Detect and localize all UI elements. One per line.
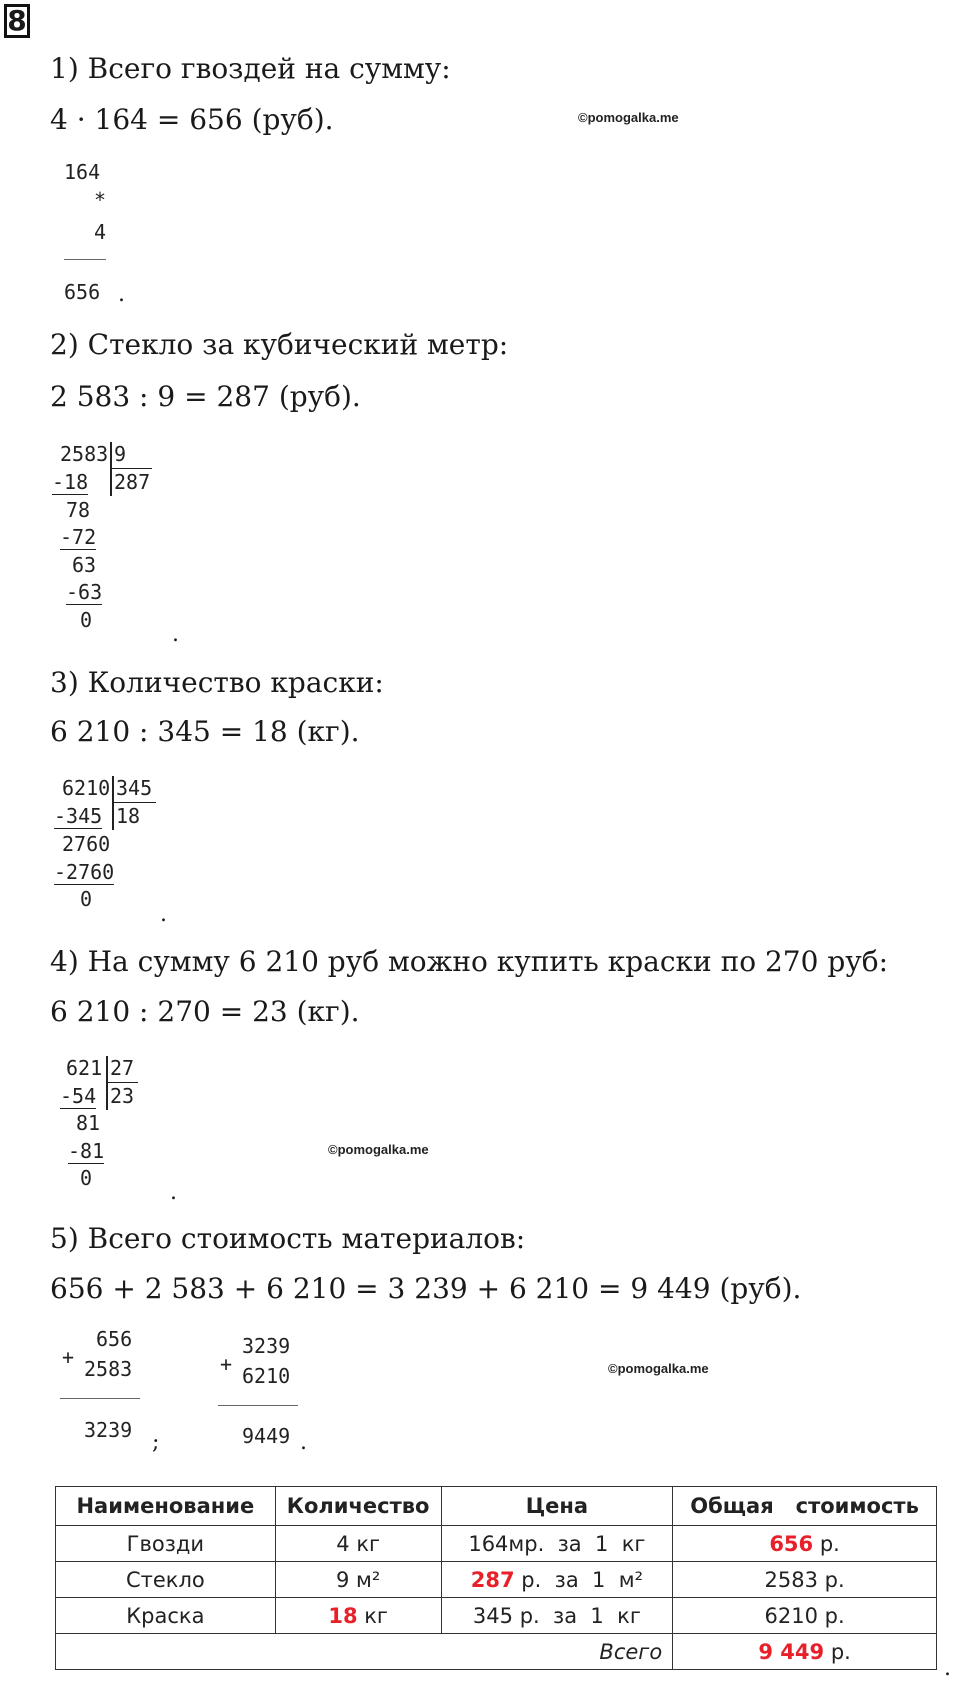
division-divisor-rule: [112, 468, 152, 469]
step-5-heading: 5) Всего стоимость материалов:: [50, 1222, 526, 1255]
item-price: [441, 1526, 673, 1562]
quantity-unit: м²: [356, 1567, 381, 1592]
division-step: 0: [80, 887, 93, 911]
column-header-name: Наименование: [56, 1487, 276, 1526]
price-value: 287: [470, 1567, 515, 1592]
price-unit: р. за 1 кг: [519, 1603, 641, 1628]
column-header-total-cost: Общая стоимость: [673, 1487, 937, 1526]
price-unit: мр. за 1 кг: [508, 1531, 646, 1556]
end-mark: ;: [152, 1430, 160, 1455]
step-4-equation: 6 210 : 270 = 23 (кг).: [50, 995, 360, 1028]
watermark: ©pomogalka.me: [328, 1142, 429, 1157]
total-unit: р.: [824, 1567, 845, 1592]
table-row: [56, 1562, 937, 1598]
end-mark: .: [172, 622, 179, 647]
grand-total-unit: р.: [830, 1639, 851, 1664]
item-name: Гвозди: [56, 1526, 276, 1562]
addition-term-b: 6210: [242, 1364, 291, 1388]
division-divisor-rule: [114, 802, 156, 803]
addition-term-b: 2583: [84, 1357, 133, 1381]
step-3-equation: 6 210 : 345 = 18 (кг).: [50, 715, 360, 748]
grand-total: [673, 1634, 937, 1670]
end-mark: .: [170, 1180, 177, 1205]
table-header-row: [56, 1487, 937, 1526]
division-divisor: 27: [110, 1056, 135, 1080]
division-step: 0: [80, 1166, 93, 1190]
division-bar: [110, 442, 112, 496]
total-value: 2583: [764, 1567, 818, 1592]
total-unit: р.: [824, 1603, 845, 1628]
table-total-row: [56, 1634, 937, 1670]
total-value: 656: [769, 1531, 814, 1556]
mult-operator: *: [94, 188, 107, 212]
mult-factor-a: 164: [64, 160, 101, 184]
step-2-heading: 2) Стекло за кубический метр:: [50, 328, 509, 361]
division-bar: [112, 776, 114, 830]
division-quotient: 287: [114, 470, 151, 494]
addition-operator: +: [220, 1352, 233, 1376]
watermark: ©pomogalka.me: [578, 110, 679, 125]
division-quotient: 23: [110, 1084, 135, 1108]
division-step: -18: [52, 470, 89, 494]
item-name: Стекло: [56, 1562, 276, 1598]
step-2-equation: 2 583 : 9 = 287 (руб).: [50, 380, 361, 413]
watermark: ©pomogalka.me: [608, 1361, 709, 1376]
item-quantity: [275, 1598, 441, 1634]
addition-operator: +: [62, 1345, 75, 1369]
quantity-unit: кг: [364, 1603, 388, 1628]
addition-term-a: 656: [96, 1327, 133, 1351]
step-1-equation: 4 · 164 = 656 (руб).: [50, 103, 334, 136]
item-total: [673, 1526, 937, 1562]
mult-rule: [64, 259, 106, 260]
addition-rule: [218, 1405, 298, 1406]
column-header-price: Цена: [441, 1487, 673, 1526]
division-step: 81: [76, 1111, 101, 1135]
table-row: [56, 1526, 937, 1562]
addition-result: 3239: [84, 1418, 133, 1442]
division-dividend: 6210: [62, 776, 111, 800]
division-dividend: 621: [66, 1056, 103, 1080]
step-1-heading: 1) Всего гвоздей на сумму:: [50, 52, 451, 85]
division-step: -54: [60, 1084, 97, 1108]
item-total: [673, 1562, 937, 1598]
division-step: 0: [80, 608, 93, 632]
item-price: [441, 1598, 673, 1634]
addition-term-a: 3239: [242, 1334, 291, 1358]
division-divisor: 9: [114, 442, 127, 466]
column-header-quantity: Количество: [275, 1487, 441, 1526]
division-dividend: 2583: [60, 442, 109, 466]
end-mark: .: [300, 1430, 307, 1455]
step-3-heading: 3) Количество краски:: [50, 666, 384, 699]
division-step: -72: [60, 525, 97, 549]
division-step: -63: [66, 580, 103, 604]
total-value: 6210: [764, 1603, 818, 1628]
price-unit: р. за 1 м²: [521, 1567, 644, 1592]
division-step: 2760: [62, 832, 111, 856]
addition-rule: [60, 1398, 140, 1399]
step-4-heading: 4) На сумму 6 210 руб можно купить краски по 270 руб:: [50, 945, 889, 978]
end-mark: .: [118, 282, 125, 307]
quantity-value: 18: [328, 1603, 358, 1628]
item-name: Краска: [56, 1598, 276, 1634]
item-price: [441, 1562, 673, 1598]
mult-factor-b: 4: [94, 220, 107, 244]
quantity-value: 4: [336, 1531, 350, 1556]
division-step: 63: [72, 553, 97, 577]
price-value: 345: [472, 1603, 513, 1628]
division-step: -2760: [54, 860, 115, 884]
quantity-value: 9: [335, 1567, 350, 1592]
addition-result: 9449: [242, 1424, 291, 1448]
table-row: [56, 1598, 937, 1634]
division-step: 78: [66, 498, 91, 522]
total-label: Всего: [56, 1634, 673, 1670]
end-mark: .: [160, 902, 167, 927]
end-mark: .: [944, 1656, 951, 1681]
item-total: [673, 1598, 937, 1634]
step-5-equation: 656 + 2 583 + 6 210 = 3 239 + 6 210 = 9 449 (руб).: [50, 1272, 802, 1305]
price-value: 164: [468, 1531, 509, 1556]
division-step: -345: [54, 804, 103, 828]
mult-result: 656: [64, 280, 101, 304]
division-bar: [106, 1056, 108, 1110]
materials-table: [55, 1486, 937, 1670]
item-quantity: [275, 1562, 441, 1598]
quantity-unit: кг: [356, 1531, 381, 1556]
grand-total-value: 9 449: [758, 1639, 825, 1664]
division-quotient: 18: [116, 804, 141, 828]
item-quantity: [275, 1526, 441, 1562]
task-number-badge: 8: [4, 4, 30, 38]
division-divisor: 345: [116, 776, 153, 800]
division-divisor-rule: [108, 1082, 138, 1083]
total-unit: р.: [819, 1531, 840, 1556]
division-step: -81: [68, 1139, 105, 1163]
